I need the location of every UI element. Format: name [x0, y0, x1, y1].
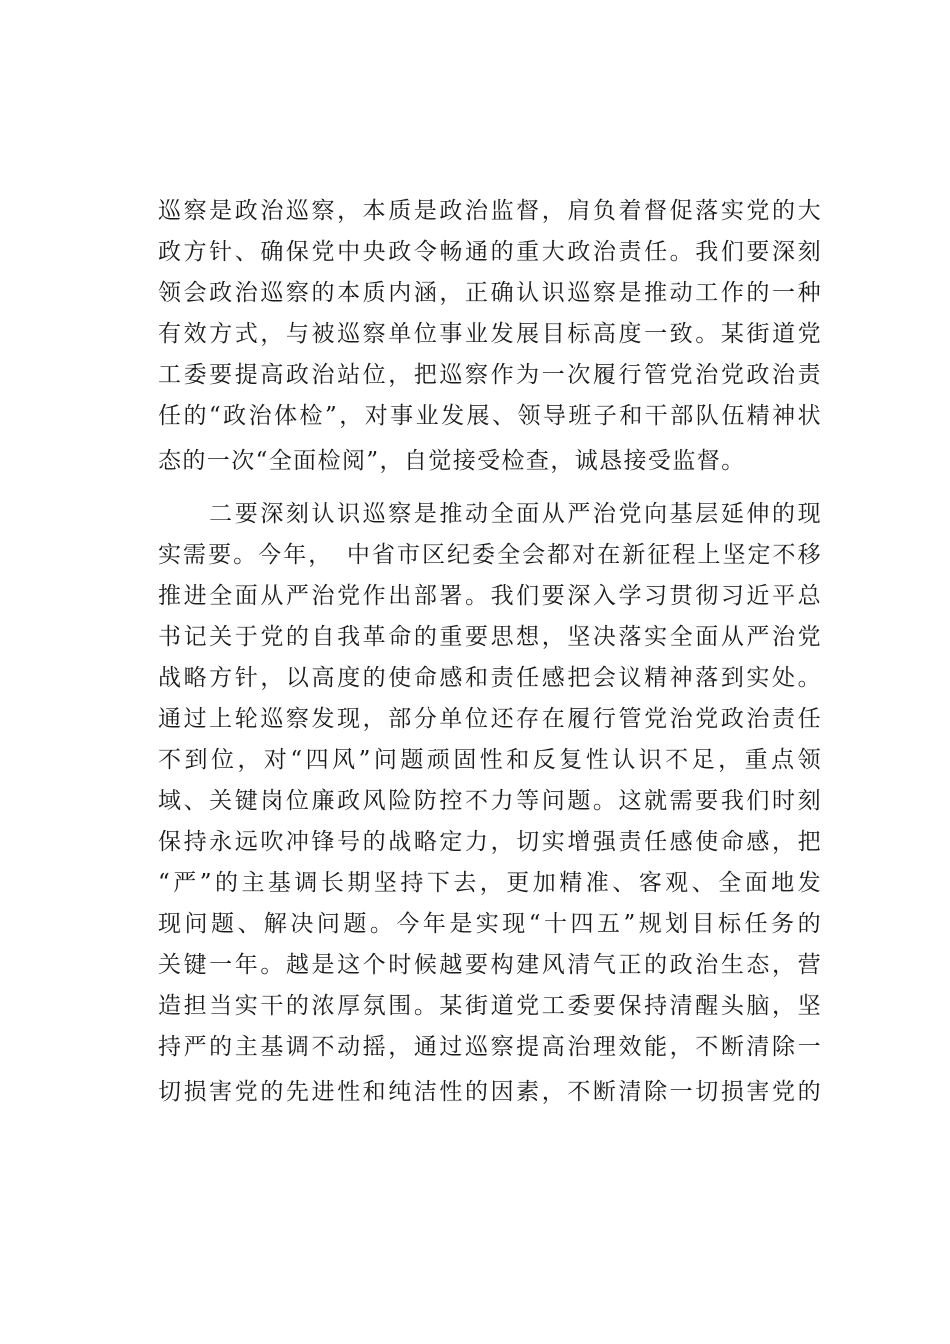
paragraph-2-line-15: 切损害党的先进性和纯洁性的因素，不断清除一切损害党的	[158, 1079, 822, 1105]
paragraph-2-line-11: 现问题、解决问题。今年是实现“十四五”规划目标任务的	[158, 911, 822, 937]
paragraph-1-line-2: 政方针、确保党中央政令畅通的重大政治责任。我们要深刻	[158, 239, 822, 265]
paragraph-1-line-1: 巡察是政治巡察，本质是政治监督，肩负着督促落实党的大	[158, 198, 822, 224]
paragraph-2-line-9: 保持永远吹冲锋号的战略定力，切实增强责任感使命感，把	[158, 829, 822, 855]
paragraph-1-line-7: 态的一次“全面检阅”，自觉接受检查，诚恳接受监督。	[158, 448, 746, 474]
paragraph-2-line-12: 关键一年。越是这个时候越要构建风清气正的政治生态，营	[158, 952, 822, 978]
paragraph-1-line-5: 工委要提高政治站位，把巡察作为一次履行管党治党政治责	[158, 362, 822, 388]
paragraph-2-line-10: “严”的主基调长期坚持下去，更加精准、客观、全面地发	[158, 870, 822, 896]
paragraph-2-line-2: 实需要。今年， 中省市区纪委全会都对在新征程上坚定不移	[158, 542, 822, 568]
paragraph-2-line-6: 通过上轮巡察发现，部分单位还存在履行管党治党政治责任	[158, 706, 822, 732]
paragraph-1-line-3: 领会政治巡察的本质内涵，正确认识巡察是推动工作的一种	[158, 280, 822, 306]
paragraph-1-line-4: 有效方式，与被巡察单位事业发展目标高度一致。某街道党	[158, 321, 822, 347]
paragraph-1-line-6: 任的“政治体检”，对事业发展、领导班子和干部队伍精神状	[158, 403, 822, 429]
paragraph-2-line-4: 书记关于党的自我革命的重要思想，坚决落实全面从严治党	[158, 624, 822, 650]
paragraph-2-line-13: 造担当实干的浓厚氛围。某街道党工委要保持清醒头脑，坚	[158, 993, 822, 1019]
paragraph-2-line-5: 战略方针，以高度的使命感和责任感把会议精神落到实处。	[158, 665, 822, 691]
paragraph-2-line-1: 二要深刻认识巡察是推动全面从严治党向基层延伸的现	[158, 501, 822, 527]
paragraph-2-line-3: 推进全面从严治党作出部署。我们要深入学习贯彻习近平总	[158, 583, 822, 609]
paragraph-2-line-14: 持严的主基调不动摇，通过巡察提高治理效能，不断清除一	[158, 1034, 822, 1060]
paragraph-2-line-7: 不到位，对“四风”问题顽固性和反复性认识不足，重点领	[158, 747, 822, 773]
paragraph-2-line-8: 域、关键岗位廉政风险防控不力等问题。这就需要我们时刻	[158, 788, 822, 814]
